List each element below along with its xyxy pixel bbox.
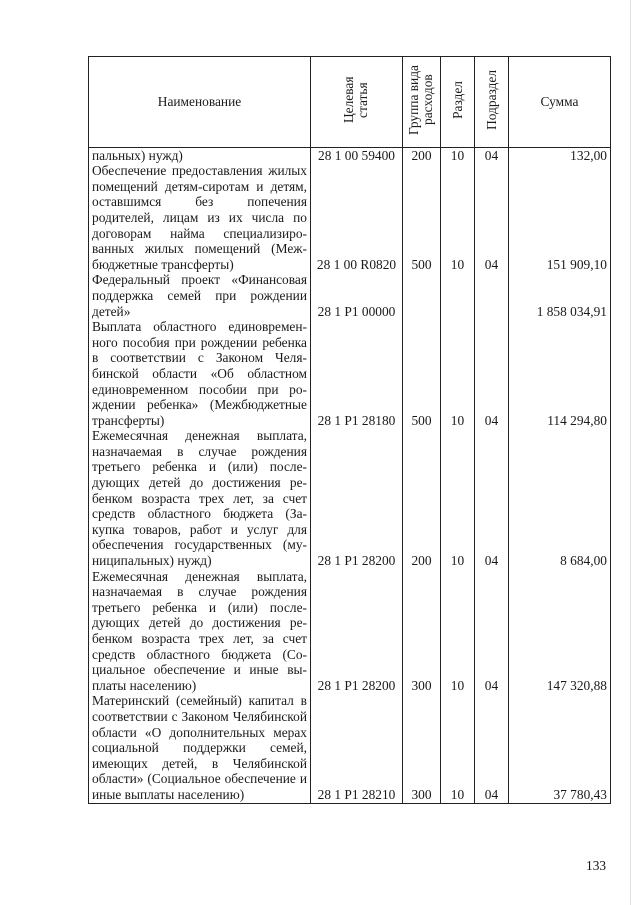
row-sum: 8 684,00	[509, 428, 611, 568]
header-group: Группа вида расходов	[405, 65, 435, 135]
row-target: 28 1 00 59400	[311, 147, 403, 163]
header-target: Целевая статья	[340, 76, 370, 124]
budget-table	[88, 56, 611, 804]
row-name: Обеспечение предоставления жилых помещений детям-сиротам и детям, оставшимся без попечения родителей, лицам из их числа по договорам найма специализированных жилых помещений (Межбюджетные трансферты)	[89, 163, 311, 272]
table-row	[89, 147, 611, 163]
row-target: 28 1 00 R0820	[311, 163, 403, 272]
row-section: 10	[441, 319, 475, 428]
header-sum: Сумма	[509, 57, 611, 148]
header-section-cell	[441, 57, 475, 148]
row-group: 300	[403, 693, 441, 803]
row-target: 28 1 P1 00000	[311, 272, 403, 319]
row-subsection: 04	[475, 693, 509, 803]
row-group: 200	[403, 147, 441, 163]
row-section: 10	[441, 147, 475, 163]
row-name: Материнский (семейный) капитал в соответствии с Законом Челябинской области «О дополнительных мерах социальной поддержки семей, имеющих детей, в Челябинской области» (Социальное обеспечение и иные выплаты населению)	[89, 693, 311, 803]
row-sum: 132,00	[509, 147, 611, 163]
row-subsection	[475, 272, 509, 319]
header-subsection: Подраздел	[483, 70, 499, 130]
row-sum: 1 858 034,91	[509, 272, 611, 319]
row-name: Выплата областного единовременного пособия при рождении ребенка в соответствии с Законом Челябинской области «Об областном единовременном пособии при рождении ребенка» (Межбюджетные трансферты)	[89, 319, 311, 428]
page-number: 133	[586, 858, 607, 873]
row-sum: 37 780,43	[509, 693, 611, 803]
row-sum: 147 320,88	[509, 569, 611, 694]
table-row	[89, 272, 611, 319]
row-subsection: 04	[475, 569, 509, 694]
row-target: 28 1 P1 28210	[311, 693, 403, 803]
table-row	[89, 428, 611, 568]
scan-edge-line	[630, 0, 631, 905]
row-section: 10	[441, 569, 475, 694]
header-name: Наименование	[89, 57, 311, 148]
row-group	[403, 272, 441, 319]
row-section: 10	[441, 428, 475, 568]
row-target: 28 1 P1 28200	[311, 428, 403, 568]
row-subsection: 04	[475, 147, 509, 163]
row-group: 500	[403, 163, 441, 272]
row-group: 200	[403, 428, 441, 568]
row-sum: 114 294,80	[509, 319, 611, 428]
row-subsection: 04	[475, 428, 509, 568]
table-row	[89, 693, 611, 803]
row-subsection: 04	[475, 319, 509, 428]
row-name: Ежемесячная денежная выплата, назначаемая в случае рождения третьего ребенка и (или) последующих детей до достижения ребенком возраста трех лет, за счет средств областного бюджета (Закупка товаров, работ и услуг для обеспечения государственных (муниципальных) нужд)	[89, 428, 311, 568]
table-row	[89, 569, 611, 694]
header-section: Раздел	[449, 81, 465, 119]
row-sum: 151 909,10	[509, 163, 611, 272]
row-name: пальных) нужд)	[89, 147, 311, 163]
row-section: 10	[441, 163, 475, 272]
table-header-row	[89, 57, 611, 148]
row-group: 500	[403, 319, 441, 428]
row-name: Федеральный проект «Финансовая поддержка семей при рождении детей»	[89, 272, 311, 319]
header-subsection-cell	[475, 57, 509, 148]
row-target: 28 1 P1 28200	[311, 569, 403, 694]
header-group-cell	[403, 57, 441, 148]
row-section	[441, 272, 475, 319]
row-subsection: 04	[475, 163, 509, 272]
row-section: 10	[441, 693, 475, 803]
header-target-cell	[311, 57, 403, 148]
row-target: 28 1 P1 28180	[311, 319, 403, 428]
table-row	[89, 163, 611, 272]
row-group: 300	[403, 569, 441, 694]
table-row	[89, 319, 611, 428]
row-name: Ежемесячная денежная выплата, назначаемая в случае рождения третьего ребенка и (или) последующих детей до достижения ребенком возраста трех лет, за счет средств областного бюджета (Социальное обеспечение и иные выплаты населению)	[89, 569, 311, 694]
